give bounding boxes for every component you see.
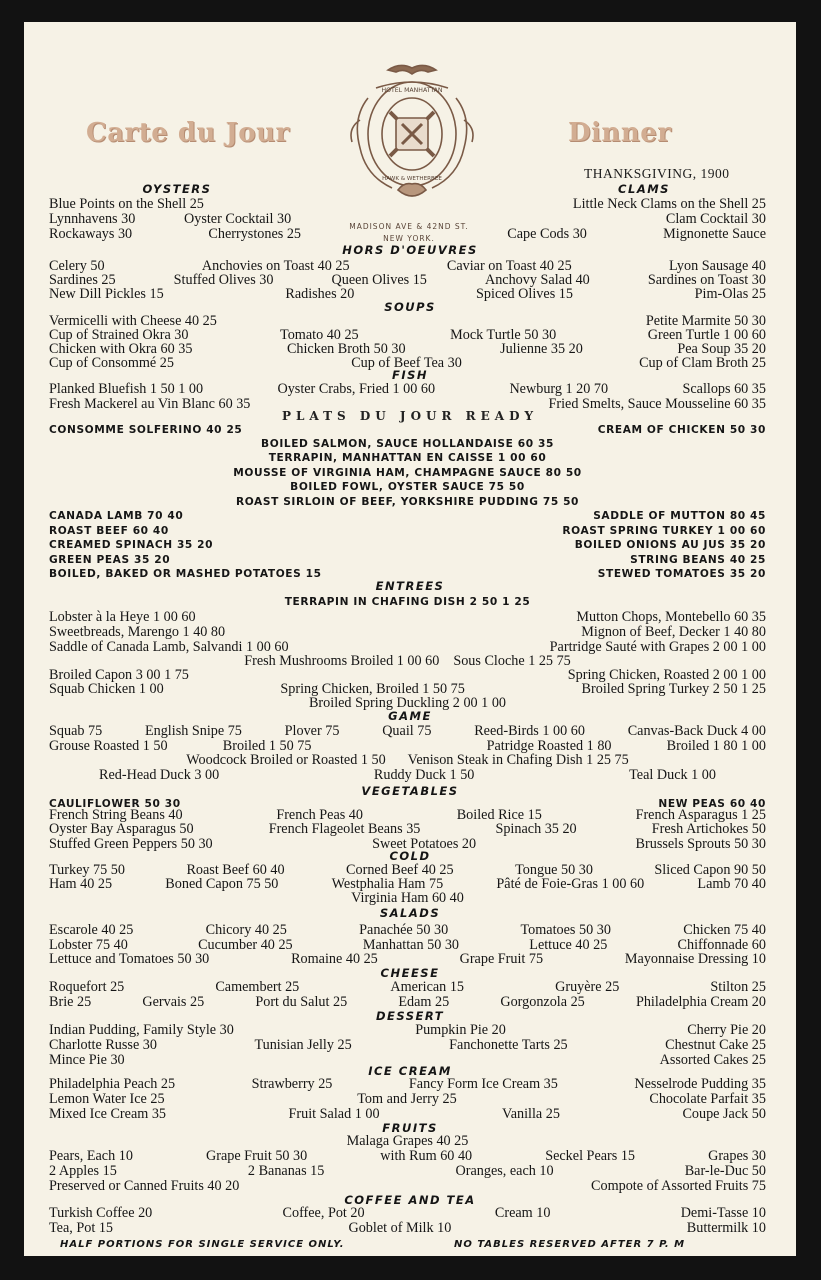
menu-line: Virginia Ham 60 40 — [351, 890, 464, 906]
menu-line: Planked Bluefish 1 50 1 00 Oyster Crabs, Fried 1 00 60 Newburg 1 20 70 Scallops 60 35 — [49, 381, 766, 397]
menu-line: Mince Pie 30 Assorted Cakes 25 — [49, 1052, 766, 1068]
menu-line: Indian Pudding, Family Style 30 Pumpkin Pie 20 Cherry Pie 20 — [49, 1022, 766, 1038]
menu-line: Fresh Mushrooms Broiled 1 00 60 Sous Cloche 1 25 75 — [244, 653, 571, 669]
section-cheese: CHEESE — [380, 966, 440, 980]
menu-line: BOILED FOWL, OYSTER SAUCE 75 50 — [290, 481, 525, 493]
menu-line: Red-Head Duck 3 00 Ruddy Duck 1 50 Teal Duck 1 00 — [99, 767, 716, 783]
section-fruits: FRUITS — [382, 1121, 438, 1135]
menu-line: BOILED SALMON, SAUCE HOLLANDAISE 60 35 — [261, 438, 554, 450]
menu-line: CANADA LAMB 70 40 SADDLE OF MUTTON 80 45 — [49, 510, 766, 522]
menu-line: Squab Chicken 1 00 Spring Chicken, Broiled 1 50 75 Broiled Spring Turkey 2 50 1 25 — [49, 681, 766, 697]
section-plats-du-jour: PLATS DU JOUR READY — [281, 409, 539, 423]
menu-line: Ham 40 25 Boned Capon 75 50 Westphalia Ham 75 Pâté de Foie-Gras 1 00 60 Lamb 70 40 — [49, 876, 766, 892]
menu-line: CONSOMME SOLFERINO 40 25 CREAM OF CHICKEN 50 30 — [49, 424, 766, 436]
occasion-date: THANKSGIVING, 1900 — [584, 166, 730, 181]
footer-no-tables: NO TABLES RESERVED AFTER 7 P. M — [454, 1239, 686, 1250]
menu-line: TERRAPIN IN CHAFING DISH 2 50 1 25 — [284, 596, 531, 608]
menu-line: New Dill Pickles 15 Radishes 20 Spiced Olives 15 Pim-Olas 25 — [49, 286, 766, 302]
menu-line: Cup of Strained Okra 30 Tomato 40 25 Mock Turtle 50 30 Green Turtle 1 00 60 — [49, 327, 766, 343]
menu-line: Vermicelli with Cheese 40 25 Petite Marmite 50 30 — [49, 313, 766, 329]
emblem-text-bottom: HAWK & WETHERBEE — [382, 176, 442, 182]
menu-line: Broiled Capon 3 00 1 75 Spring Chicken, Roasted 2 00 1 00 — [49, 667, 766, 683]
menu-line: 2 Apples 15 2 Bananas 15 Oranges, each 10 Bar-le-Duc 50 — [49, 1163, 766, 1179]
section-dessert: DESSERT — [375, 1009, 445, 1023]
menu-line: Celery 50 Anchovies on Toast 40 25 Caviar on Toast 40 25 Lyon Sausage 40 — [49, 258, 766, 274]
hotel-crest-emblem — [338, 58, 486, 208]
footer-half-portions: HALF PORTIONS FOR SINGLE SERVICE ONLY. — [60, 1239, 345, 1250]
menu-line: Sweetbreads, Marengo 1 40 80 Mignon of Beef, Decker 1 40 80 — [49, 624, 766, 640]
menu-line: Sardines 25 Stuffed Olives 30 Queen Olives 15 Anchovy Salad 40 Sardines on Toast 30 — [49, 272, 766, 288]
menu-line: Turkey 75 50 Roast Beef 60 40 Corned Beef 40 25 Tongue 50 30 Sliced Capon 90 50 — [49, 862, 766, 878]
menu-line: Malaga Grapes 40 25 — [346, 1133, 469, 1149]
menu-line: Squab 75 English Snipe 75 Plover 75 Quail 75 Reed-Birds 1 00 60 Canvas-Back Duck 4 00 — [49, 723, 766, 739]
menu-line: Chicken with Okra 60 35 Chicken Broth 50 30 Julienne 35 20 Pea Soup 35 20 — [49, 341, 766, 357]
menu-line: Escarole 40 25 Chicory 40 25 Panachée 50 30 Tomatoes 50 30 Chicken 75 40 — [49, 922, 766, 938]
section-soups: SOUPS — [384, 300, 436, 314]
section-cold: COLD — [389, 849, 431, 863]
menu-line: Fresh Mackerel au Vin Blanc 60 35 Fried Smelts, Sauce Mousseline 60 35 — [49, 396, 766, 412]
menu-line: Tea, Pot 15 Goblet of Milk 10 Buttermilk 10 — [49, 1220, 766, 1236]
menu-line: Lobster 75 40 Cucumber 40 25 Manhattan 50 30 Lettuce 40 25 Chiffonnade 60 — [49, 937, 766, 953]
menu-line: MOUSSE OF VIRGINIA HAM, CHAMPAGNE SAUCE 80 50 — [233, 467, 582, 479]
section-clams: CLAMS — [618, 182, 670, 196]
menu-line: TERRAPIN, MANHATTAN EN CAISSE 1 00 60 — [268, 452, 547, 464]
section-entrees: ENTREES — [375, 579, 445, 593]
menu-line: Preserved or Canned Fruits 40 20 Compote of Assorted Fruits 75 — [49, 1178, 766, 1194]
menu-line: Turkish Coffee 20 Coffee, Pot 20 Cream 10 Demi-Tasse 10 — [49, 1205, 766, 1221]
menu-card — [24, 22, 796, 1256]
section-vegetables: VEGETABLES — [361, 784, 459, 798]
section-ice-cream: ICE CREAM — [368, 1064, 452, 1078]
menu-line: CAULIFLOWER 50 30 NEW PEAS 60 40 — [49, 798, 766, 810]
menu-line: Woodcock Broiled or Roasted 1 50 Venison Steak in Chafing Dish 1 25 75 — [186, 752, 629, 768]
menu-line: BOILED, BAKED OR MASHED POTATOES 15 STEWED TOMATOES 35 20 — [49, 568, 766, 580]
menu-line: French String Beans 40 French Peas 40 Boiled Rice 15 French Asparagus 1 25 — [49, 807, 766, 823]
hotel-city: NEW YORK. — [383, 234, 435, 243]
dinner-title: Dinner — [568, 118, 672, 148]
menu-line: Lynnhavens 30 Oyster Cocktail 30 Clam Cocktail 30 — [49, 211, 766, 227]
hotel-address: MADISON AVE & 42ND ST. — [349, 222, 469, 231]
section-game: GAME — [388, 709, 432, 723]
carte-du-jour-title: Carte du Jour — [86, 118, 290, 148]
menu-line: Grouse Roasted 1 50 Broiled 1 50 75 Patridge Roasted 1 80 Broiled 1 80 1 00 — [49, 738, 766, 754]
menu-line: Roquefort 25 Camembert 25 American 15 Gruyère 25 Stilton 25 — [49, 979, 766, 995]
section-salads: SALADS — [379, 906, 441, 920]
menu-line: Cup of Consommé 25 Cup of Beef Tea 30 Cup of Clam Broth 25 — [49, 355, 766, 371]
menu-line: Charlotte Russe 30 Tunisian Jelly 25 Fanchonette Tarts 25 Chestnut Cake 25 — [49, 1037, 766, 1053]
section-oysters: OYSTERS — [142, 182, 212, 196]
menu-line: Lobster à la Heye 1 00 60 Mutton Chops, Montebello 60 35 — [49, 609, 766, 625]
menu-line: Broiled Spring Duckling 2 00 1 00 — [308, 695, 507, 711]
menu-line: Saddle of Canada Lamb, Salvandi 1 00 60 Partridge Sauté with Grapes 2 00 1 00 — [49, 639, 766, 655]
menu-line: ROAST BEEF 60 40 ROAST SPRING TURKEY 1 00 60 — [49, 525, 766, 537]
menu-line: Brie 25 Gervais 25 Port du Salut 25 Edam 25 Gorgonzola 25 Philadelphia Cream 20 — [49, 994, 766, 1010]
section-hors-doeuvres: HORS D'OEUVRES — [342, 243, 478, 257]
section-fish: FISH — [391, 368, 429, 382]
section-coffee-and-tea: COFFEE AND TEA — [344, 1193, 476, 1207]
menu-line: Lettuce and Tomatoes 50 30 Romaine 40 25 Grape Fruit 75 Mayonnaise Dressing 10 — [49, 951, 766, 967]
menu-line: Oyster Bay Asparagus 50 French Flageolet Beans 35 Spinach 35 20 Fresh Artichokes 50 — [49, 821, 766, 837]
menu-line: Stuffed Green Peppers 50 30 Sweet Potatoes 20 Brussels Sprouts 50 30 — [49, 836, 766, 852]
menu-line: Blue Points on the Shell 25 Little Neck Clams on the Shell 25 — [49, 196, 766, 212]
menu-line: ROAST SIRLOIN OF BEEF, YORKSHIRE PUDDING 75 50 — [235, 496, 580, 508]
menu-line: Rockaways 30 Cherrystones 25 Cape Cods 30 Mignonette Sauce — [49, 226, 766, 242]
menu-line: Lemon Water Ice 25 Tom and Jerry 25 Chocolate Parfait 35 — [49, 1091, 766, 1107]
emblem-text-top: HOTEL MANHATTAN — [381, 87, 443, 94]
menu-line: Pears, Each 10 Grape Fruit 50 30 with Rum 60 40 Seckel Pears 15 Grapes 30 — [49, 1148, 766, 1164]
menu-line: Philadelphia Peach 25 Strawberry 25 Fancy Form Ice Cream 35 Nesselrode Pudding 35 — [49, 1076, 766, 1092]
menu-line: CREAMED SPINACH 35 20 BOILED ONIONS AU JUS 35 20 — [49, 539, 766, 551]
menu-line: GREEN PEAS 35 20 STRING BEANS 40 25 — [49, 554, 766, 566]
menu-line: Mixed Ice Cream 35 Fruit Salad 1 00 Vanilla 25 Coupe Jack 50 — [49, 1106, 766, 1122]
